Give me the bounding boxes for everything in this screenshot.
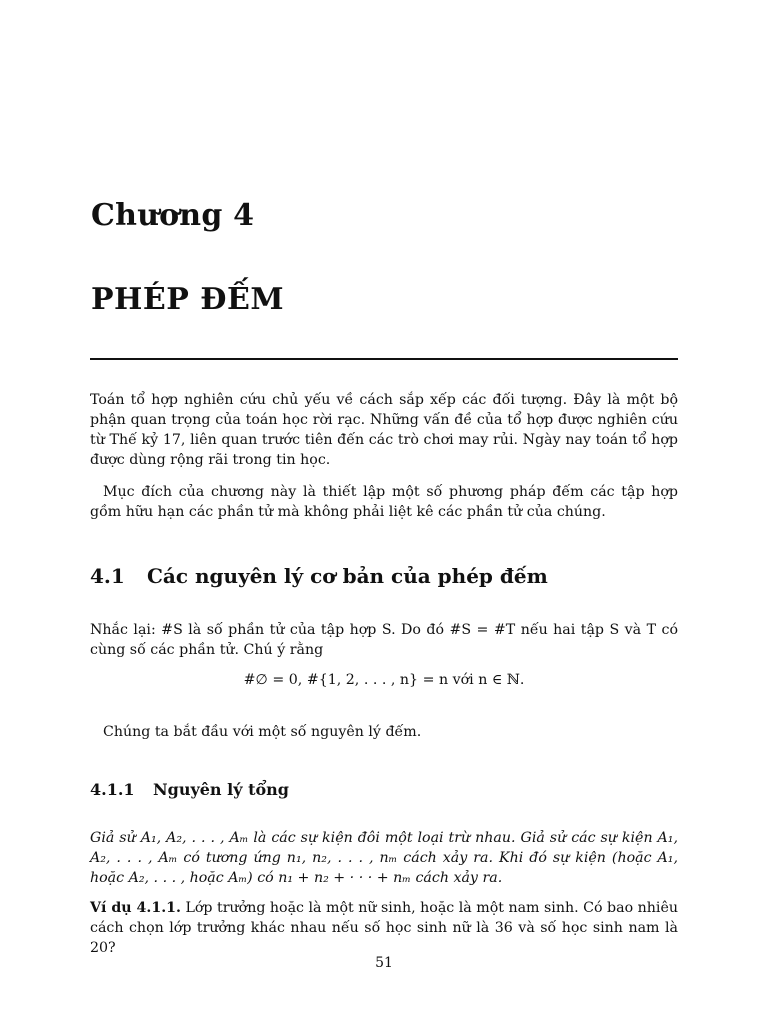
intro-paragraph-1: Toán tổ hợp nghiên cứu chủ yếu về cách sắp xếp các đối tượng. Đây là một bộ phận quan trọng của toán học rời rạc. Những vấn đề của tổ hợp được nghiên cứu từ Thế kỷ 17, liên quan trước tiên đến các trò chơi may rủi. Ngày nay toán tổ hợp được dùng rộng rãi trong tin học.	[90, 392, 678, 468]
subsection-number: 4.1.1	[90, 780, 135, 799]
page-number: 51	[375, 955, 393, 971]
section-title: Các nguyên lý cơ bản của phép đếm	[147, 564, 548, 588]
chapter-title: PHÉP ĐẾM	[91, 282, 285, 317]
subsection-title: Nguyên lý tổng	[153, 780, 289, 799]
title-rule	[90, 358, 678, 360]
recall-paragraph: Nhắc lại: #S là số phần tử của tập hợp S. Do đó #S = #T nếu hai tập S và T có cùng số các phần tử. Chú ý rằng	[90, 622, 678, 658]
after-equation-paragraph: Chúng ta bắt đầu với một số nguyên lý đếm.	[103, 724, 422, 740]
chapter-label: Chương 4	[91, 198, 255, 233]
example-paragraph	[90, 898, 678, 958]
subsection-heading	[90, 780, 289, 799]
theorem-statement: Giả sử A₁, A₂, . . . , Aₘ là các sự kiện đôi một loại trừ nhau. Giả sử các sự kiện A₁, A₂, . . . , Aₘ có tương ứng n₁, n₂, . . . , nₘ cách xảy ra. Khi đó sự kiện (hoặc A₁, hoặc A₂, . . . , hoặc Aₘ) có n₁ + n₂ + · · · + nₘ cách xảy ra.	[90, 830, 678, 886]
display-equation: #∅ = 0, #{1, 2, . . . , n} = n với n ∈ ℕ.	[243, 672, 525, 688]
intro-paragraph-2: Mục đích của chương này là thiết lập một số phương pháp đếm các tập hợp gồm hữu hạn các phần tử mà không phải liệt kê các phần tử của chúng.	[90, 484, 678, 520]
example-text: Lớp trưởng hoặc là một nữ sinh, hoặc là một nam sinh. Có bao nhiêu cách chọn lớp trưởng khác nhau nếu số học sinh nữ là 36 và số học sinh nam là 20?	[90, 900, 678, 956]
section-number: 4.1	[90, 564, 125, 588]
section-heading	[90, 564, 548, 588]
example-label: Ví dụ 4.1.1.	[90, 900, 181, 916]
